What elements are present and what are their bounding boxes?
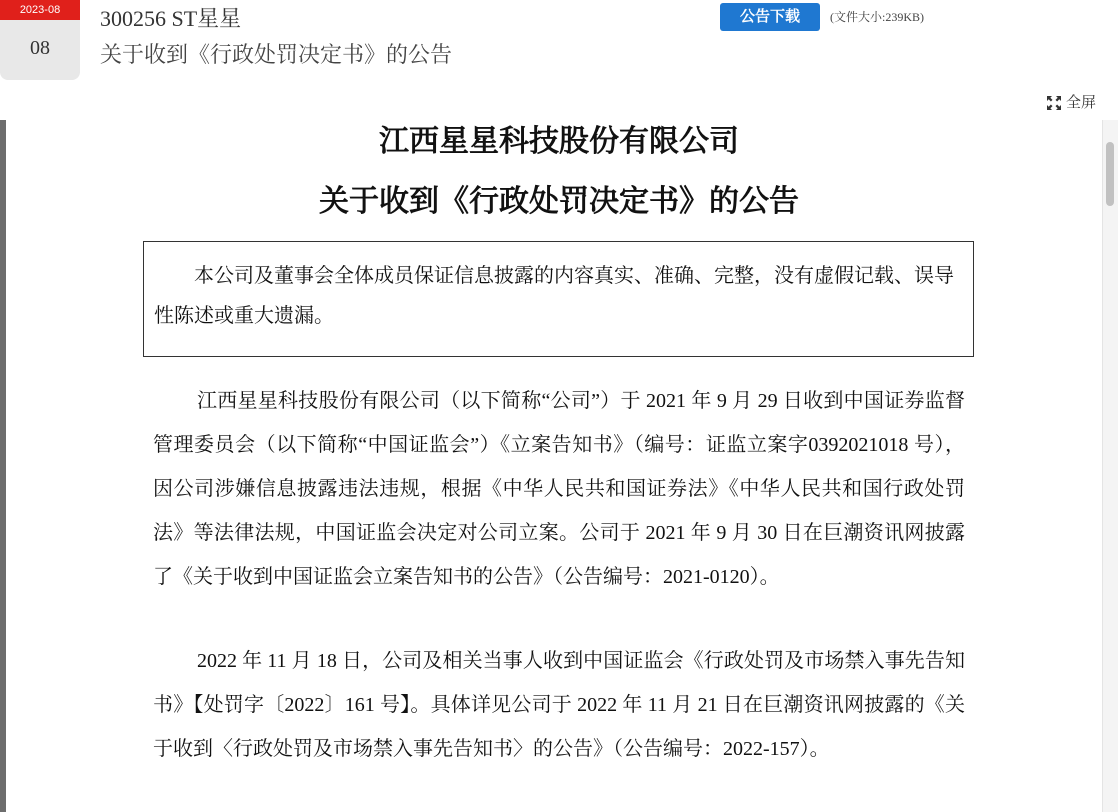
document-viewer[interactable] (0, 120, 1118, 812)
body-paragraph-2: 2022 年 11 月 18 日，公司及相关当事人收到中国证监会《行政处罚及市场禁入事先告知书》【处罚字〔2022〕161 号】。具体详见公司于 2022 年 11 月 21 日在巨潮资讯网披露的《关于收到〈行政处罚及市场禁入事先告知书〉的公告》（公告编号：2022-157）。 (153, 650, 965, 760)
expand-arrows-icon (1046, 95, 1062, 111)
document-company-title: 江西星星科技股份有限公司 (379, 124, 739, 159)
scrollbar-track[interactable] (1102, 120, 1118, 812)
disclaimer-text: 本公司及董事会全体成员保证信息披露的内容真实、准确、完整，没有虚假记载、误导性陈述或重大遗漏。 (154, 265, 954, 327)
fullscreen-button[interactable] (1046, 93, 1096, 113)
date-badge (0, 0, 80, 80)
document-subject-title: 关于收到《行政处罚决定书》的公告 (319, 184, 799, 219)
announcement-title: 关于收到《行政处罚决定书》的公告 (100, 42, 453, 67)
viewer-left-edge (0, 120, 6, 812)
download-button[interactable]: 公告下载 (720, 3, 820, 31)
date-day: 08 (30, 37, 50, 59)
date-month: 2023-08 (0, 0, 80, 20)
file-size-label: (文件大小:239KB) (830, 10, 924, 24)
stock-code-name: 300256 ST星星 (100, 6, 242, 31)
disclaimer-box (143, 241, 974, 357)
body-paragraph-1: 江西星星科技股份有限公司（以下简称“公司”）于 2021 年 9 月 29 日收到中国证券监督管理委员会（以下简称“中国证监会”）《立案告知书》（编号：证监立案字0392021018 号），因公司涉嫌信息披露违法违规，根据《中华人民共和国证券法》《中华人民共和国行政处罚法》等法律法规，中国证监会决定对公司立案。公司于 2021 年 9 月 30 日在巨潮资讯网披露了《关于收到中国证监会立案告知书的公告》（公告编号：2021-0120）。 (153, 390, 965, 588)
fullscreen-label: 全屏 (1066, 95, 1097, 111)
announcement-header (0, 0, 1118, 120)
scrollbar-thumb[interactable] (1106, 142, 1114, 206)
